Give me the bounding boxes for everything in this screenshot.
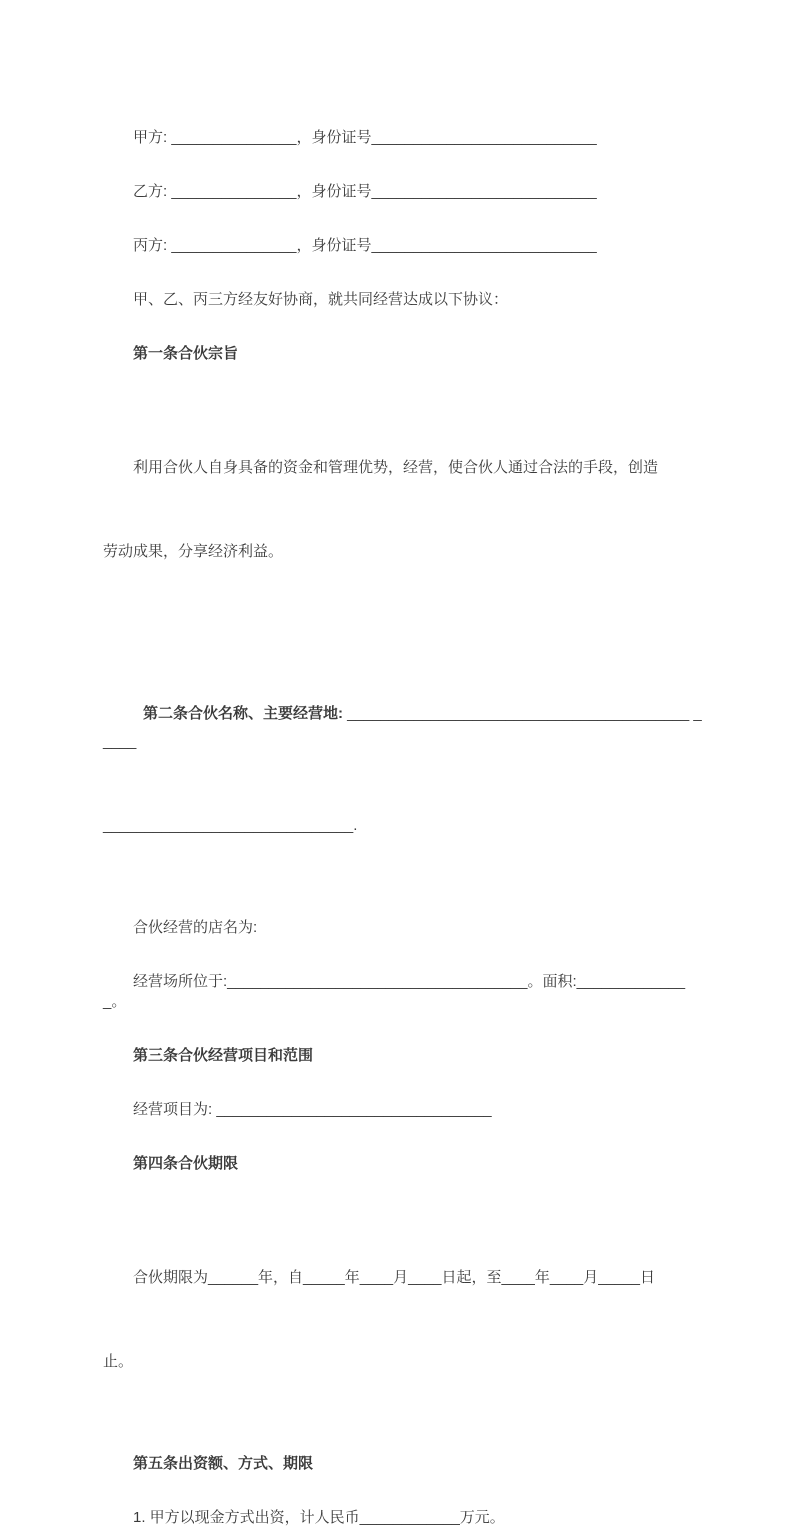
store-name-line: 合伙经营的店名为: [133, 919, 258, 936]
premises-line: 经营场所位于:____________________________________。面积:______________。 [103, 973, 686, 1010]
clause-2-blank-line-2: ______________________________. [103, 817, 358, 834]
partnership-term-paragraph [103, 1208, 705, 1432]
term-line-1: 合伙期限为______年，自_____年____月____日起，至____年____月_____日 [133, 1269, 655, 1286]
clause-5-heading: 第五条出资额、方式、期限 [133, 1455, 314, 1472]
clause-2-heading: 第二条合伙名称、主要经营地: [143, 705, 348, 722]
clause-1-body-line-2: 劳动成果，分享经济利益。 [103, 543, 284, 560]
clause-2-first-line [103, 700, 705, 756]
clause-1-heading: 第一条合伙宗旨 [133, 345, 239, 362]
intro-line: 甲、乙、丙三方经友好协商，就共同经营达成以下协议： [133, 291, 509, 308]
party-line-bing: 丙方: _______________，身份证号___________________________ [133, 237, 597, 254]
business-items-line: 经营项目为: _________________________________ [133, 1101, 492, 1118]
clause-1-body [103, 398, 705, 622]
party-line-jia: 甲方: _______________，身份证号___________________________ [133, 129, 597, 146]
term-line-2: 止。 [103, 1353, 134, 1370]
clause-4-heading: 第四条合伙期限 [133, 1155, 239, 1172]
party-line-yi: 乙方: _______________，身份证号___________________________ [133, 183, 597, 200]
clause-3-heading: 第三条合伙经营项目和范围 [133, 1047, 314, 1064]
clause-1-body-line-1: 利用合伙人自身具备的资金和管理优势，经营，使合伙人通过合法的手段，创造 [133, 459, 659, 476]
clause-2-blank-line-1: _________________________________________ _____ [103, 705, 702, 750]
clause-2-line [103, 644, 705, 896]
capital-contribution-line-1: 1. 甲方以现金方式出资，计人民币____________万元。 [133, 1509, 505, 1526]
